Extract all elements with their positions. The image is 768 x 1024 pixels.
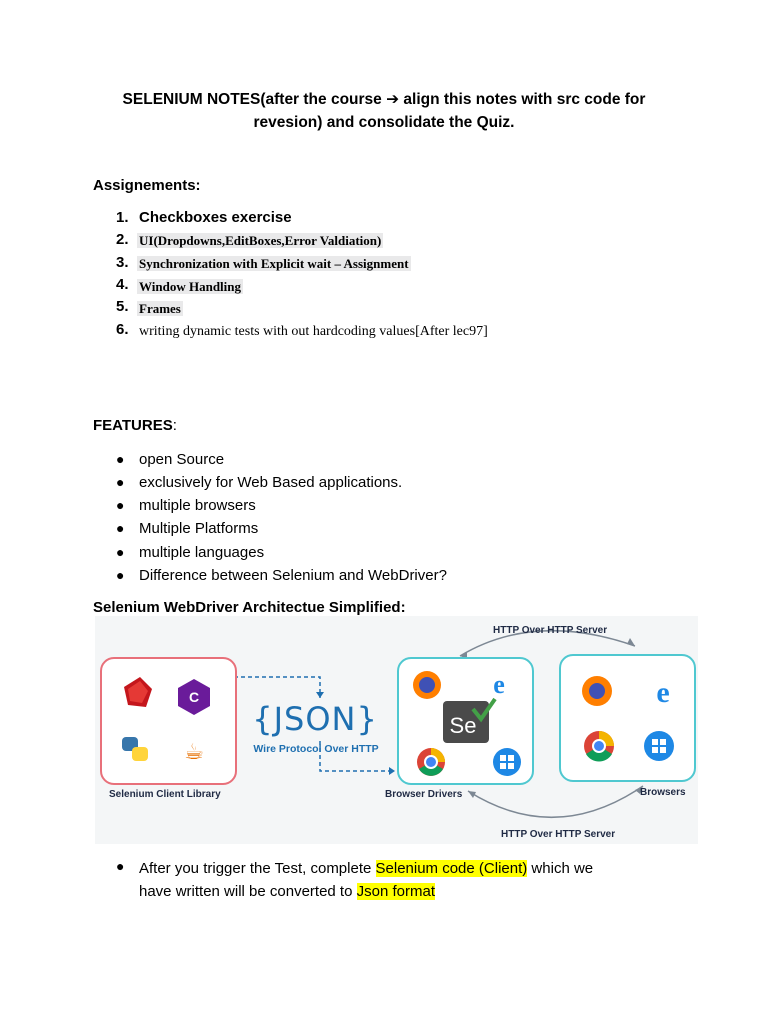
list-item: multiple browsers	[139, 497, 256, 514]
final-bullet-text	[139, 857, 593, 903]
list-number: 5.	[116, 298, 129, 315]
json-text: {JSON}	[252, 700, 378, 738]
windows-icon	[493, 748, 521, 776]
right-arrow-icon: ➔	[386, 91, 400, 108]
client-library-box	[100, 657, 237, 785]
http-bottom-label: HTTP Over HTTP Server	[501, 829, 616, 840]
browser-drivers-label: Browser Drivers	[385, 789, 463, 800]
bullet-icon: ●	[116, 497, 125, 513]
title-line1-after: align this notes with src code for	[403, 91, 646, 108]
assignments-heading: Assignements:	[93, 177, 201, 194]
list-item: Difference between Selenium and WebDriver?	[139, 567, 447, 584]
list-number: 4.	[116, 276, 129, 293]
list-item: Window Handling	[139, 279, 242, 294]
highlight-selenium-code: Selenium code (Client)	[375, 860, 528, 877]
browsers-box	[559, 654, 696, 782]
browsers-label: Browsers	[640, 787, 686, 798]
svg-text:C: C	[188, 689, 200, 705]
ie-icon: e	[493, 670, 505, 699]
svg-text:Se: Se	[449, 713, 477, 738]
driver-icons	[399, 659, 532, 783]
java-icon: ☕	[184, 740, 204, 765]
architecture-diagram	[95, 616, 698, 844]
bullet-icon: ●	[116, 858, 125, 874]
json-subtitle: Wire Protocol Over HTTP	[253, 743, 379, 755]
features-colon: :	[172, 417, 177, 434]
bullet-icon: ●	[116, 520, 125, 536]
list-item: Multiple Platforms	[139, 520, 259, 537]
list-number: 3.	[116, 254, 129, 271]
list-number: 6.	[116, 321, 129, 338]
windows-icon	[644, 731, 674, 761]
list-item: Checkboxes exercise	[139, 209, 292, 226]
list-item: open Source	[139, 451, 225, 468]
architecture-heading: Selenium WebDriver Architectue Simplified:	[93, 599, 406, 616]
browser-icons	[561, 656, 694, 780]
highlight-json-format: Json format	[356, 883, 435, 900]
http-top-label: HTTP Over HTTP Server	[493, 625, 608, 636]
list-item: exclusively for Web Based applications.	[139, 474, 403, 491]
title-line1-before: SELENIUM NOTES(after the course	[122, 91, 382, 108]
title-line2: revesion) and consolidate the Quiz.	[253, 114, 515, 131]
list-number: 2.	[116, 231, 129, 248]
ie-icon: e	[656, 676, 670, 709]
final-text-part2: which we	[527, 860, 594, 877]
list-item: writing dynamic tests with out hardcoding values[After lec97]	[139, 324, 488, 339]
bullet-icon: ●	[116, 567, 125, 583]
list-item: Frames	[139, 301, 181, 316]
list-item: multiple languages	[139, 544, 265, 561]
list-item: UI(Dropdowns,EditBoxes,Error Valdiation)	[139, 233, 382, 248]
final-text-line2: have written will be converted to	[139, 883, 357, 900]
page-title	[0, 88, 768, 134]
list-number: 1.	[116, 209, 129, 226]
client-library-label: Selenium Client Library	[109, 789, 221, 800]
features-heading	[93, 417, 177, 434]
bullet-icon: ●	[116, 544, 125, 560]
bullet-icon: ●	[116, 474, 125, 490]
browser-drivers-box	[397, 657, 534, 785]
bullet-icon: ●	[116, 451, 125, 467]
list-item: Synchronization with Explicit wait – Assignment	[139, 256, 409, 271]
features-heading-text: FEATURES	[93, 417, 173, 434]
language-icons	[102, 659, 235, 783]
final-text-part1: After you trigger the Test, complete	[139, 860, 376, 877]
